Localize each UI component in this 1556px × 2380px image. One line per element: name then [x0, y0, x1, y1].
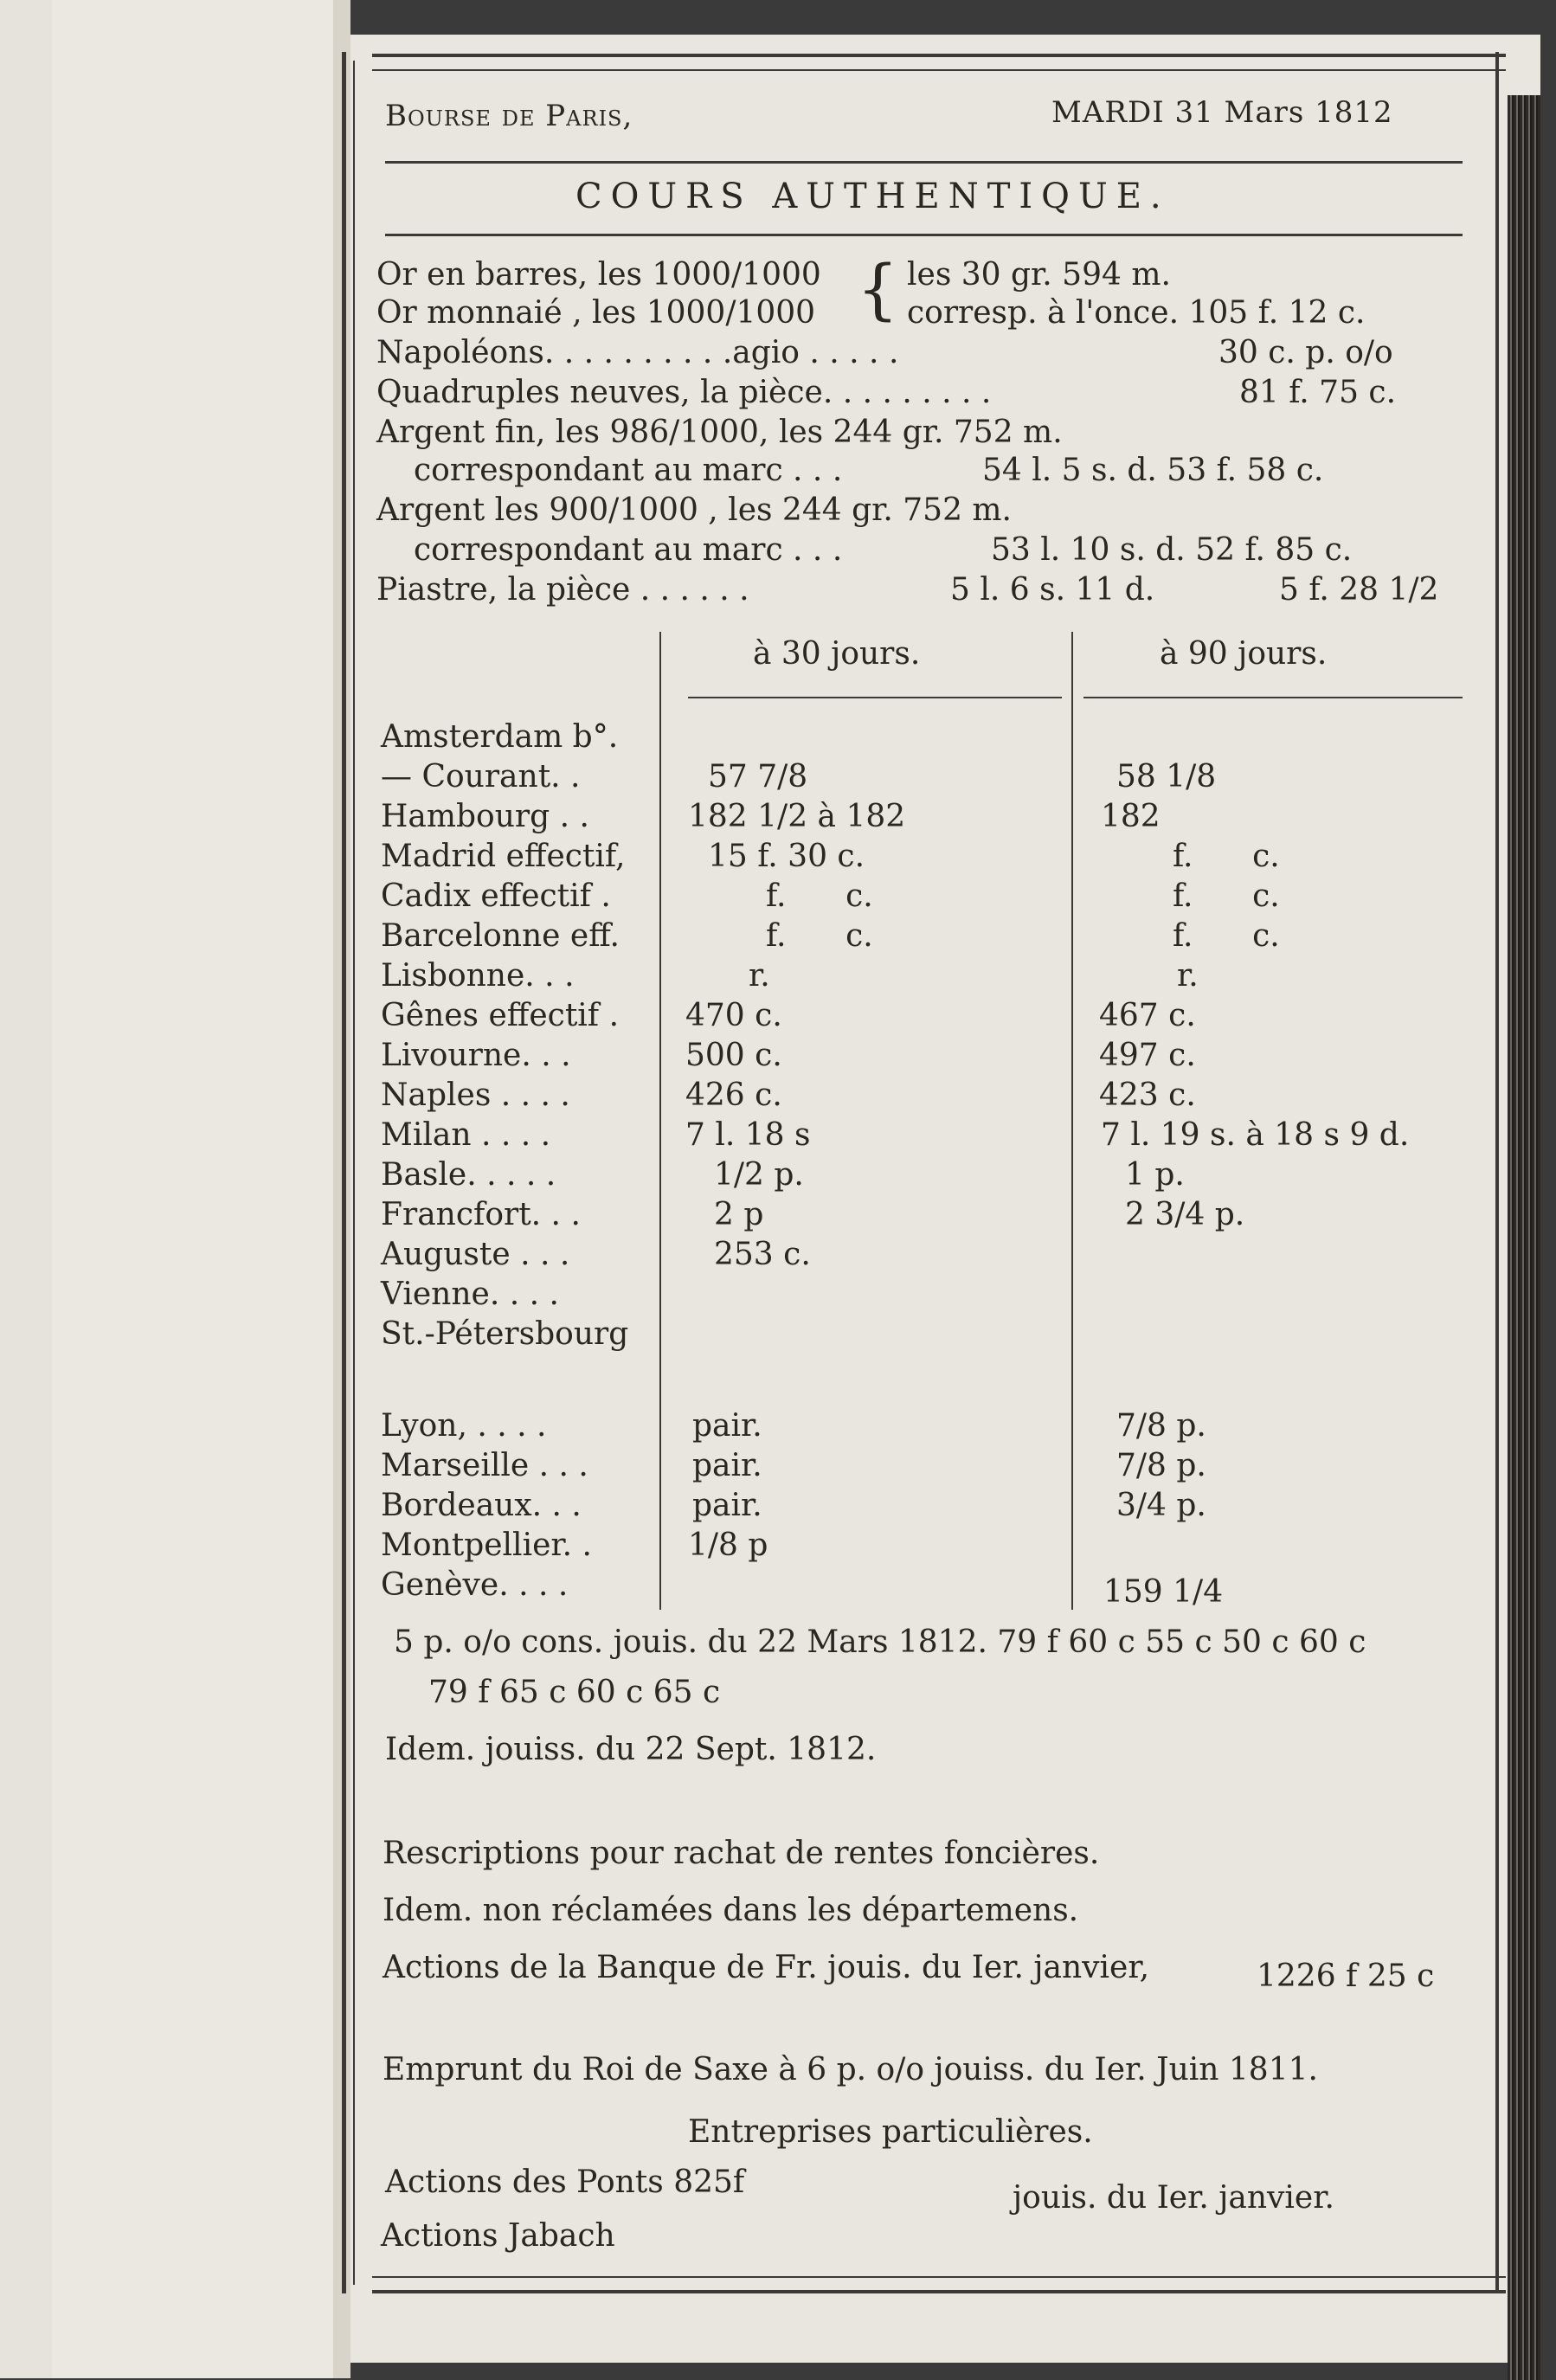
cons-line-1: 5 p. o/o cons. jouis. du 22 Mars 1812. 79 f 60 c 55 c 50 c 60 c [394, 1624, 1366, 1660]
quadruples: Quadruples neuves, la pièce. . . . . . . . . [376, 375, 992, 410]
table-divider-left [659, 632, 661, 1610]
table-row-90: 182 [1101, 799, 1161, 834]
table-row-place: Madrid effectif, [381, 839, 626, 874]
table-row-30: pair. [692, 1448, 762, 1483]
table-row-place: St.-Pétersbourg [381, 1316, 629, 1352]
argent-fin-corr: correspondant au marc . . . [414, 453, 843, 488]
table-row-30: pair. [692, 1488, 762, 1523]
table-row-30: 1/8 p [688, 1528, 768, 1563]
table-row-90: 423 c. [1099, 1077, 1196, 1113]
table-row-place: Milan . . . . [381, 1117, 551, 1153]
table-row-30: 470 c. [685, 998, 782, 1033]
actions-jabach: Actions Jabach [381, 2218, 615, 2254]
header-right: MARDI 31 Mars 1812 [1051, 95, 1393, 130]
table-row-30: 1/2 p. [714, 1157, 804, 1193]
col-30-header: à 30 jours. [753, 636, 921, 672]
table-row-place: Lisbonne. . . [381, 958, 575, 994]
actions-banque-value: 1226 f 25 c [1257, 1959, 1435, 1994]
page-title: COURS AUTHENTIQUE. [575, 177, 1170, 216]
table-row-place: Genève. . . . [381, 1567, 569, 1603]
table-row-place: Naples . . . . [381, 1077, 570, 1113]
left-frame-rule-inner [353, 61, 355, 2285]
emprunt-saxe: Emprunt du Roi de Saxe à 6 p. o/o jouiss. du Ier. Juin 1811. [383, 2052, 1318, 2087]
napoleons-value: 30 c. p. o/o [1218, 335, 1393, 370]
table-row-90: 3/4 p. [1116, 1488, 1206, 1523]
table-row-place: Hambourg . . [381, 799, 589, 834]
table-row-90: 7/8 p. [1116, 1408, 1206, 1444]
table-row-place: Montpellier. . [381, 1528, 592, 1563]
piastre-value: 5 l. 6 s. 11 d. [950, 572, 1155, 608]
table-row-30: pair. [692, 1408, 762, 1444]
table-row-90: f. c. [1173, 839, 1280, 874]
table-row-90: 159 1/4 [1103, 1574, 1224, 1610]
table-row-90: f. c. [1173, 918, 1280, 954]
argent-900: Argent les 900/1000 , les 244 gr. 752 m. [376, 492, 1012, 528]
table-row-90: 58 1/8 [1116, 759, 1217, 794]
table-row-90: f. c. [1173, 878, 1280, 914]
table-row-90: 467 c. [1099, 998, 1196, 1033]
argent-fin: Argent fin, les 986/1000, les 244 gr. 752 m. [376, 415, 1063, 450]
right-frame-rule [1495, 52, 1499, 2293]
quadruples-value: 81 f. 75 c. [1239, 375, 1397, 410]
table-row-90: r. [1177, 958, 1199, 994]
table-row-30: f. c. [766, 878, 873, 914]
table-row-30: 57 7/8 [708, 759, 808, 794]
piastre-value-2: 5 f. 28 1/2 [1279, 572, 1439, 608]
table-row-90: 2 3/4 p. [1125, 1197, 1245, 1232]
entreprises-heading: Entreprises particulières. [688, 2114, 1093, 2150]
table-row-90: 7 l. 19 s. à 18 s 9 d. [1101, 1117, 1410, 1153]
table-row-place: Bordeaux. . . [381, 1488, 582, 1523]
idem-sept: Idem. jouiss. du 22 Sept. 1812. [385, 1732, 877, 1767]
rescriptions: Rescriptions pour rachat de rentes foncières. [383, 1836, 1100, 1871]
table-row-place: Francfort. . . [381, 1197, 581, 1232]
table-row-30: 7 l. 18 s [685, 1117, 811, 1153]
argent-fin-corr-value: 54 l. 5 s. d. 53 f. 58 c. [982, 453, 1324, 488]
napoleons: Napoléons. . . . . . . . . .agio . . . . . [376, 335, 899, 370]
table-row-30: 426 c. [685, 1077, 782, 1113]
table-row-30: 253 c. [714, 1237, 811, 1272]
header-left: Bourse de Paris, [385, 99, 633, 133]
col-90-rule [1083, 697, 1463, 698]
table-row-place: Lyon, . . . . [381, 1408, 547, 1444]
cons-line-2: 79 f 65 c 60 c 65 c [428, 1675, 721, 1710]
table-row-place: Amsterdam b°. [381, 719, 619, 755]
col-90-header: à 90 jours. [1160, 636, 1328, 672]
page-edges [1508, 95, 1540, 2380]
brace-right-2: corresp. à l'once. 105 f. 12 c. [907, 295, 1366, 331]
top-border [372, 54, 1506, 71]
actions-banque: Actions de la Banque de Fr. jouis. du Ier. janvier, [383, 1950, 1150, 1985]
table-row-place: Livourne. . . [381, 1038, 571, 1073]
left-frame-rule [342, 52, 346, 2293]
table-row-place: — Courant. . [381, 759, 581, 794]
table-row-30: 182 1/2 à 182 [688, 799, 906, 834]
table-divider-right [1071, 632, 1073, 1610]
table-row-place: Marseille . . . [381, 1448, 588, 1483]
or-barres: Or en barres, les 1000/1000 [376, 257, 821, 293]
table-row-place: Barcelonne eff. [381, 918, 620, 954]
brace: { [857, 250, 899, 327]
table-row-90: 7/8 p. [1116, 1448, 1206, 1483]
piastre: Piastre, la pièce . . . . . . [376, 572, 749, 608]
header-rule [385, 161, 1463, 164]
table-row-place: Cadix effectif . [381, 878, 611, 914]
table-row-place: Basle. . . . . [381, 1157, 556, 1193]
table-row-place: Auguste . . . [381, 1237, 570, 1272]
table-row-place: Vienne. . . . [381, 1277, 559, 1312]
table-row-place: Gênes effectif . [381, 998, 620, 1033]
title-rule [385, 234, 1463, 236]
brace-right-1: les 30 gr. 594 m. [907, 257, 1171, 293]
table-row-30: 500 c. [685, 1038, 782, 1073]
table-row-30: r. [749, 958, 770, 994]
table-row-30: 15 f. 30 c. [708, 839, 865, 874]
bottom-border [372, 2276, 1506, 2293]
table-row-30: 2 p [714, 1197, 764, 1232]
left-page [0, 0, 333, 2378]
table-row-30: f. c. [766, 918, 873, 954]
table-row-90: 1 p. [1125, 1157, 1185, 1193]
argent-900-corr-value: 53 l. 10 s. d. 52 f. 85 c. [991, 532, 1353, 568]
actions-ponts-jouis: jouis. du Ier. janvier. [1013, 2180, 1334, 2216]
argent-900-corr: correspondant au marc . . . [414, 532, 843, 568]
idem-non-reclamees: Idem. non réclamées dans les départemens. [383, 1893, 1079, 1928]
or-monnaie: Or monnaié , les 1000/1000 [376, 295, 816, 331]
table-row-90: 497 c. [1099, 1038, 1196, 1073]
col-30-rule [688, 697, 1062, 698]
actions-ponts: Actions des Ponts 825f [385, 2165, 745, 2200]
